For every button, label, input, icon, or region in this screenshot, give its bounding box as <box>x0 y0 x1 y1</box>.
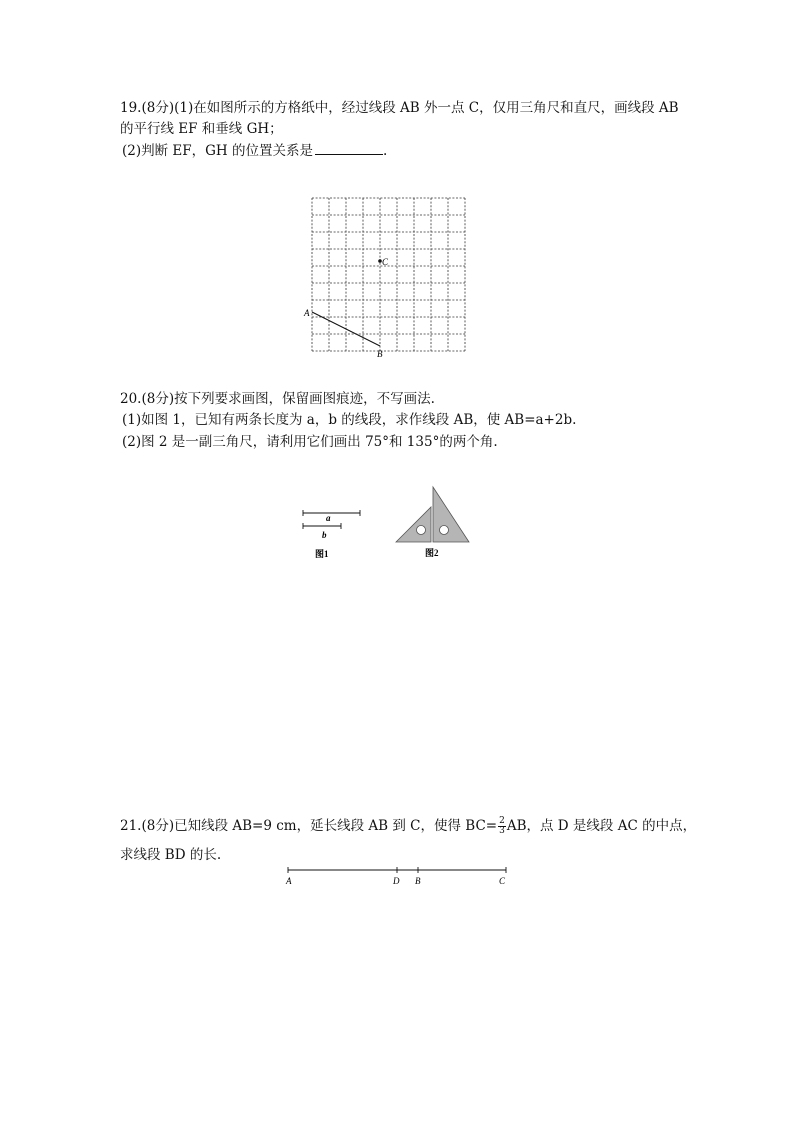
q20-text-line3: (2)图 2 是一副三角尺，请利用它们画出 75°和 135°的两个角. <box>122 434 498 450</box>
set-square-hole-right <box>440 526 449 535</box>
q19-grid-figure <box>300 186 476 362</box>
label-a: a <box>326 513 331 523</box>
q21-text-suffix: AB，点 D 是线段 AC 的中点， <box>506 818 697 834</box>
q21-text-line2: 求线段 BD 的长. <box>120 847 222 863</box>
set-square-30-60 <box>433 487 469 542</box>
q19-text-line3 <box>122 141 387 160</box>
set-square-hole-left <box>417 526 426 535</box>
figure-2-caption: 图2 <box>425 548 439 558</box>
label-c: C <box>499 876 506 886</box>
fraction-numerator: 2 <box>499 816 505 826</box>
q20-figure-1 <box>296 505 368 563</box>
answer-blank[interactable] <box>315 141 383 155</box>
q19-question-part2: (2)判断 EF，GH 的位置关系是 <box>122 143 313 159</box>
figure-1-caption: 图1 <box>315 549 329 559</box>
q19-text-line2: 的平行线 EF 和垂线 GH； <box>120 121 283 137</box>
q20-text-line2: (1)如图 1，已知有两条长度为 a，b 的线段，求作线段 AB，使 AB=a+2b. <box>122 412 577 428</box>
label-b: B <box>377 349 383 359</box>
label-d: D <box>393 876 400 886</box>
q21-text-line1 <box>120 815 696 837</box>
fraction-two-thirds <box>498 817 506 836</box>
q21-text-prefix: 21.(8分)已知线段 AB=9 cm，延长线段 AB 到 C，使得 BC= <box>120 818 498 834</box>
dashed-grid <box>312 198 465 351</box>
set-square-45 <box>396 507 431 542</box>
label-b: b <box>322 530 327 540</box>
label-a: A <box>304 308 310 318</box>
q20-text-line1: 20.(8分)按下列要求画图，保留画图痕迹，不写画法. <box>120 391 435 407</box>
q19-period: . <box>382 143 388 159</box>
q19-text-line1: 19.(8分)(1)在如图所示的方格纸中，经过线段 AB 外一点 C，仅用三角尺和直尺，画线段 AB <box>120 100 679 116</box>
label-b: B <box>415 876 421 886</box>
q21-segment-figure <box>280 862 516 892</box>
label-a: A <box>286 876 292 886</box>
q20-figure-2-set-squares <box>393 484 483 564</box>
label-c: C <box>382 257 389 267</box>
fraction-denominator: 3 <box>499 826 505 836</box>
